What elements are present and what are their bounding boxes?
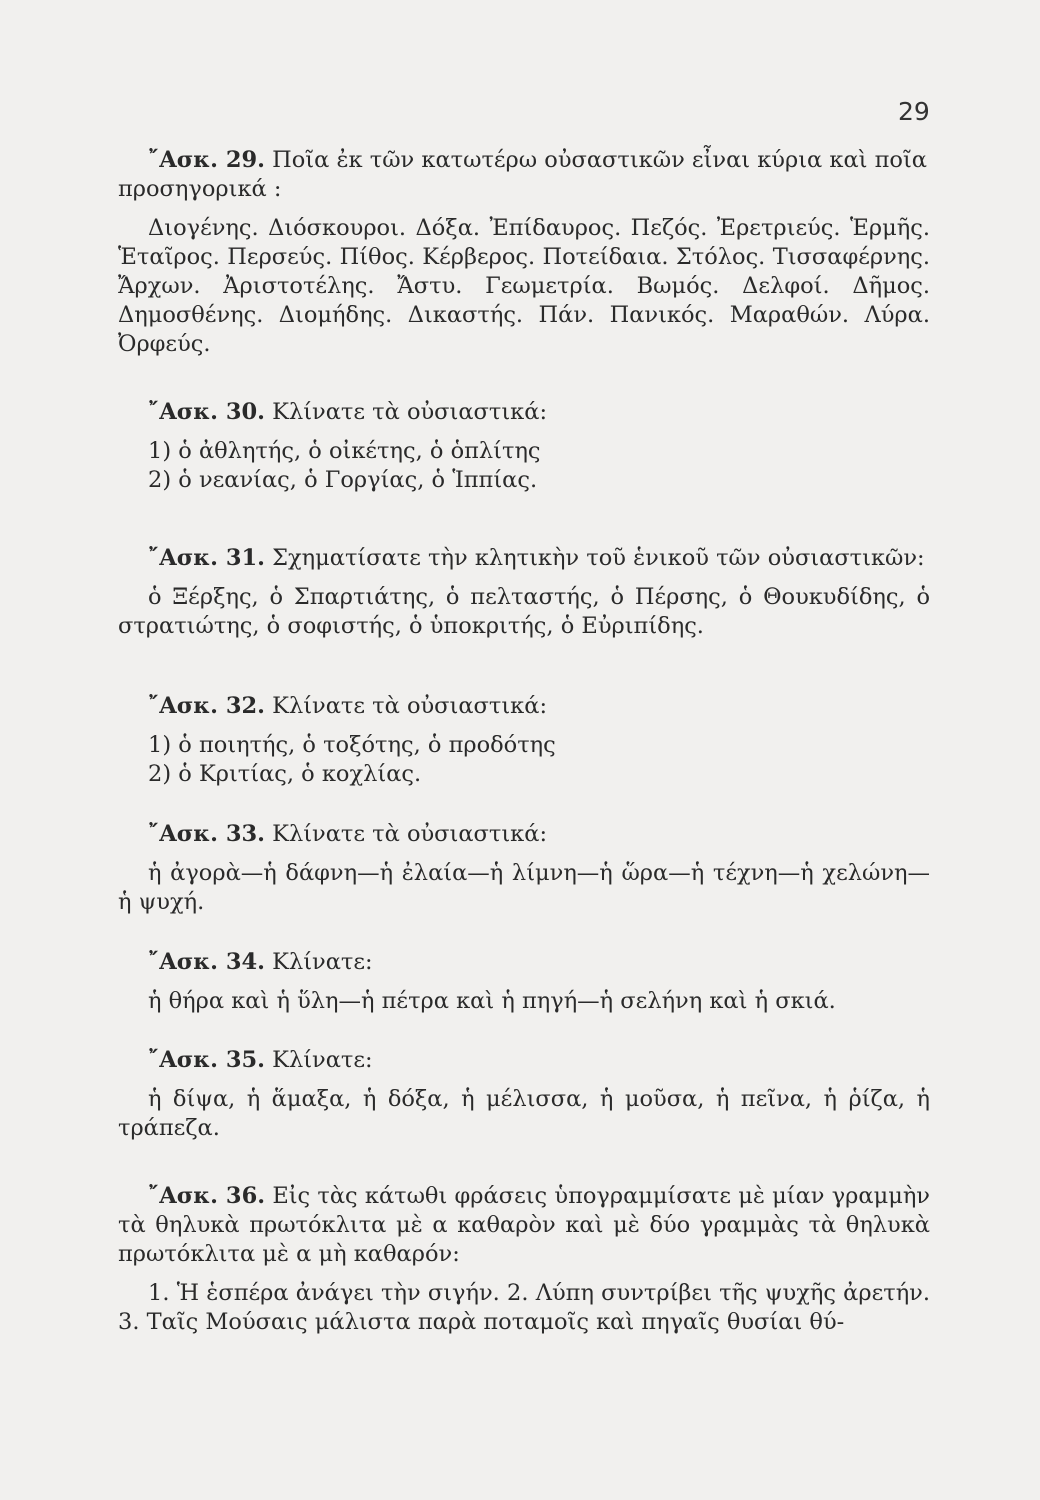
exercise-instruction: Κλίνατε τὰ οὐσιαστικά:	[272, 399, 548, 425]
exercise-body: 1. Ἡ ἑσπέρα ἀνάγει τὴν σιγήν. 2. Λύπη συντρίβει τῆς ψυχῆς ἀρετήν. 3. Ταῖς Μούσαις μάλιστα παρὰ ποταμοῖς καὶ πηγαῖς θυσίαι θύ-	[118, 1280, 930, 1335]
exercise-heading	[118, 1182, 930, 1269]
exercise-29	[118, 146, 930, 359]
exercise-instruction: Σχηματίσατε τὴν κλητικὴν τοῦ ἑνικοῦ τῶν οὐσιαστικῶν:	[272, 545, 925, 571]
exercise-label: ῎Ασκ. 34.	[148, 949, 265, 975]
exercise-heading	[118, 398, 930, 427]
exercise-body: ὁ Ξέρξης, ὁ Σπαρτιάτης, ὁ πελταστής, ὁ Πέρσης, ὁ Θουκυδίδης, ὁ στρατιώτης, ὁ σοφιστής, ὁ ὑποκριτής, ὁ Εὐριπίδης.	[118, 584, 930, 639]
exercise-body-line: 1) ὁ ἀθλητής, ὁ οἰκέτης, ὁ ὁπλίτης	[148, 438, 541, 464]
exercise-instruction: Κλίνατε:	[272, 949, 373, 975]
exercise-label: ῎Ασκ. 35.	[148, 1047, 265, 1073]
exercise-32	[118, 692, 930, 789]
exercise-instruction: Ποῖα ἐκ τῶν κατωτέρω οὐσαστικῶν εἶναι κύρια καὶ ποῖα προσηγορικά :	[118, 147, 927, 202]
exercise-heading	[118, 692, 930, 721]
exercise-instruction: Κλίνατε τὰ οὐσιαστικά:	[272, 821, 548, 847]
exercise-label: ῎Ασκ. 32.	[148, 693, 265, 719]
exercise-heading	[118, 146, 930, 204]
exercise-body: ἡ δίψα, ἡ ἅμαξα, ἡ δόξα, ἡ μέλισσα, ἡ μοῦσα, ἡ πεῖνα, ἡ ῥίζα, ἡ τράπεζα.	[118, 1086, 930, 1141]
page-number: 29	[898, 97, 930, 126]
exercise-body: Διογένης. Διόσκουροι. Δόξα. Ἐπίδαυρος. Πεζός. Ἐρετριεύς. Ἑρμῆς. Ἑταῖρος. Περσεύς. Πίθος. Κέρβερος. Ποτείδαια. Στόλος. Τισσαφέρνης. Ἄρχων. Ἀριστοτέλης. Ἄστυ. Γεωμετρία. Βωμός. Δελφοί. Δῆμος. Δημοσθένης. Διομήδης. Δικαστής. Πάν. Πανικός. Μαραθών. Λύρα. Ὀρφεύς.	[118, 215, 930, 357]
exercise-body-line: 1) ὁ ποιητής, ὁ τοξότης, ὁ προδότης	[148, 732, 556, 758]
exercise-label: ῎Ασκ. 36.	[148, 1183, 266, 1209]
exercise-heading	[118, 544, 930, 573]
exercise-label: ῎Ασκ. 30.	[148, 399, 265, 425]
exercise-30	[118, 398, 930, 495]
exercise-body-line: 2) ὁ Κριτίας, ὁ κοχλίας.	[148, 761, 422, 787]
exercise-label: ῎Ασκ. 31.	[148, 545, 265, 571]
exercise-31	[118, 544, 930, 641]
exercise-36	[118, 1182, 930, 1337]
exercise-body-line: 2) ὁ νεανίας, ὁ Γοργίας, ὁ Ἱππίας.	[148, 467, 538, 493]
exercise-instruction: Κλίνατε:	[272, 1047, 373, 1073]
exercise-instruction: Κλίνατε τὰ οὐσιαστικά:	[272, 693, 548, 719]
exercise-33	[118, 820, 930, 917]
exercise-heading	[118, 948, 930, 977]
exercise-body: ἡ θήρα καὶ ἡ ὕλη—ἡ πέτρα καὶ ἡ πηγή—ἡ σελήνη καὶ ἡ σκιά.	[148, 988, 836, 1014]
exercise-35	[118, 1046, 930, 1143]
exercise-label: ῎Ασκ. 29.	[148, 147, 265, 173]
exercise-label: ῎Ασκ. 33.	[148, 821, 265, 847]
exercise-34	[118, 948, 930, 1016]
exercise-heading	[118, 1046, 930, 1075]
exercise-instruction: Εἰς τὰς κάτωθι φράσεις ὑπογραμμίσατε μὲ μίαν γραμμὴν τὰ θηλυκὰ πρωτόκλιτα μὲ α καθαρὸν καὶ μὲ δύο γραμμὰς τὰ θηλυκὰ πρωτόκλιτα μὲ α μὴ καθαρόν:	[118, 1183, 930, 1267]
exercise-heading	[118, 820, 930, 849]
exercise-body: ἡ ἀγορὰ—ἡ δάφνη—ἡ ἐλαία—ἡ λίμνη—ἡ ὥρα—ἡ τέχνη—ἡ χελώνη—ἡ ψυχή.	[118, 860, 930, 915]
